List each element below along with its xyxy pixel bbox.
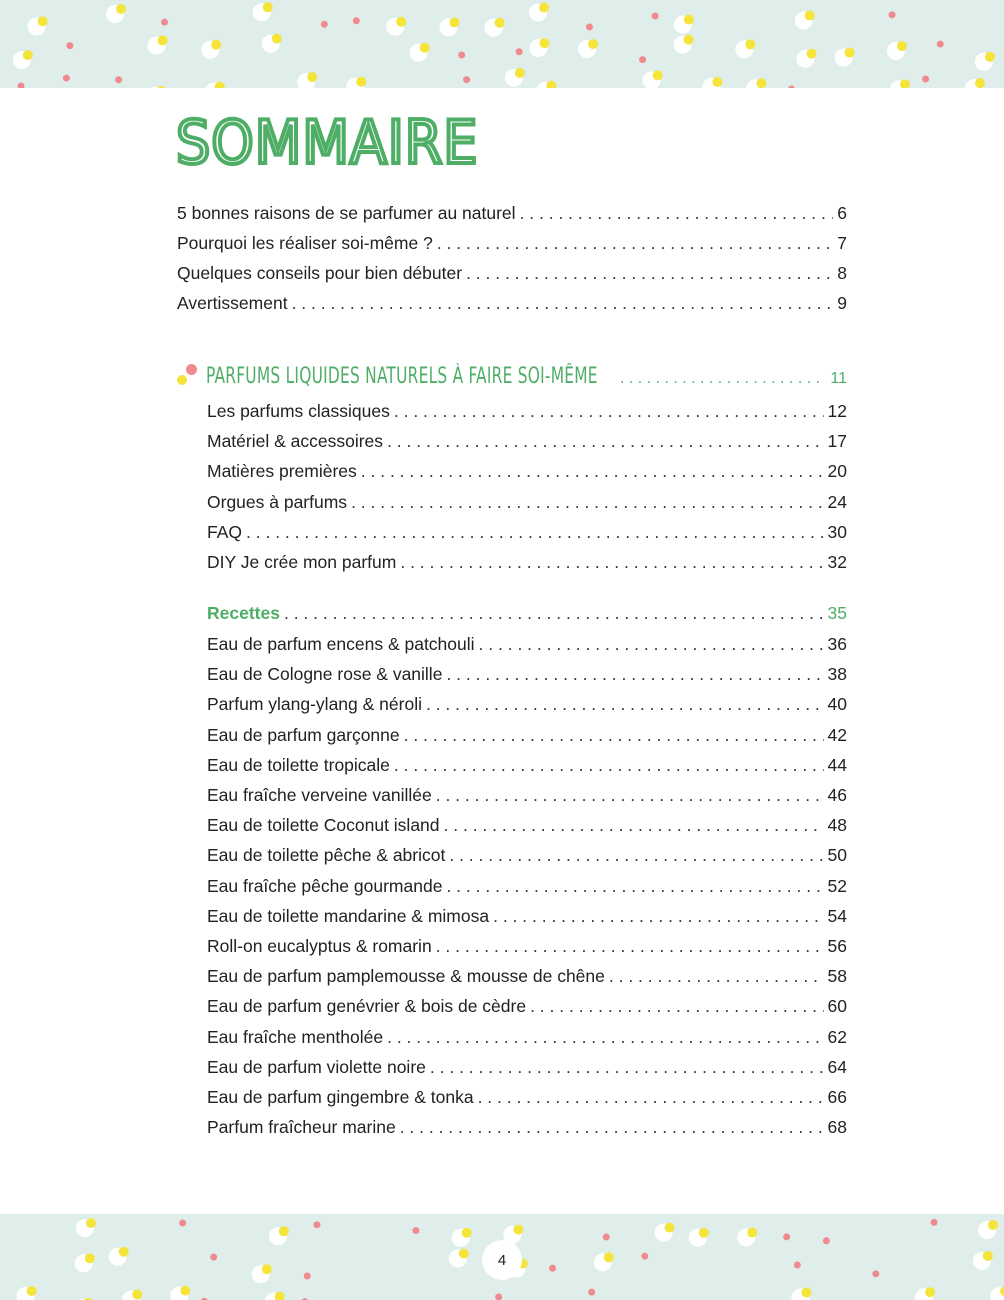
leader-dots bbox=[530, 995, 823, 1017]
recipe-entry[interactable] bbox=[207, 693, 847, 715]
decor-dot bbox=[801, 1288, 811, 1298]
decor-dot bbox=[900, 79, 910, 88]
dot-pattern-top bbox=[0, 0, 1004, 88]
decor-dot bbox=[845, 48, 855, 58]
decor-dot bbox=[794, 1262, 801, 1269]
decor-dot bbox=[156, 86, 166, 88]
decor-dot bbox=[897, 41, 907, 51]
decor-dot bbox=[639, 56, 646, 63]
decor-dot bbox=[462, 1228, 472, 1238]
decor-dot bbox=[215, 82, 225, 88]
entry-label: Les parfums classiques bbox=[207, 401, 390, 421]
decor-dot bbox=[86, 1218, 96, 1228]
entry-page: 50 bbox=[827, 845, 847, 866]
decor-dot bbox=[925, 1287, 935, 1297]
decor-dot bbox=[513, 1225, 523, 1235]
entry-page: 8 bbox=[837, 263, 847, 283]
decor-dot bbox=[807, 49, 817, 59]
recipe-entry[interactable] bbox=[207, 995, 847, 1017]
leader-dots bbox=[284, 602, 824, 624]
section-entry[interactable] bbox=[207, 400, 847, 422]
leader-dots bbox=[609, 965, 824, 987]
recipe-entry[interactable] bbox=[207, 1116, 847, 1138]
entry-page: 68 bbox=[827, 1117, 847, 1138]
entry-page: 17 bbox=[827, 431, 847, 452]
decor-dot bbox=[988, 1220, 998, 1230]
leader-dots bbox=[446, 663, 823, 685]
entry-label: Eau de toilette pêche & abricot bbox=[207, 845, 446, 866]
decor-dot bbox=[588, 1289, 595, 1296]
recettes-label: Recettes bbox=[207, 603, 280, 623]
leader-dots bbox=[520, 202, 834, 224]
entry-label: Eau de parfum encens & patchouli bbox=[207, 634, 475, 654]
decor-dot bbox=[699, 1228, 709, 1238]
decor-dot bbox=[115, 76, 122, 83]
decor-dot bbox=[180, 1286, 190, 1296]
recipe-entry[interactable] bbox=[207, 1086, 847, 1108]
dot-bullet-icon-small bbox=[177, 375, 187, 385]
intro-entry[interactable] bbox=[177, 262, 847, 284]
entry-label: Eau de parfum pamplemousse & mousse de chêne bbox=[207, 966, 605, 987]
decor-dot bbox=[27, 1286, 37, 1296]
entry-page: 52 bbox=[827, 875, 847, 896]
entry-label: Avertissement bbox=[177, 293, 288, 313]
leader-dots bbox=[394, 400, 824, 422]
recipe-entry[interactable] bbox=[207, 844, 847, 866]
leader-dots bbox=[444, 814, 824, 836]
leader-dots bbox=[449, 844, 823, 866]
entry-page: 36 bbox=[827, 634, 847, 654]
leader-dots bbox=[466, 262, 833, 284]
entry-page: 54 bbox=[827, 905, 847, 926]
decor-dot bbox=[684, 35, 694, 45]
entry-label: Eau fraîche pêche gourmande bbox=[207, 875, 443, 896]
entry-page: 6 bbox=[837, 203, 847, 223]
intro-entry[interactable] bbox=[177, 202, 847, 224]
decor-dot bbox=[745, 39, 755, 49]
leader-dots bbox=[437, 232, 833, 254]
decor-dot bbox=[66, 42, 73, 49]
decor-dot bbox=[119, 1247, 129, 1257]
entry-page: 32 bbox=[827, 552, 847, 572]
recettes-page: 35 bbox=[827, 603, 847, 623]
section-page: 11 bbox=[830, 370, 847, 387]
section-entry[interactable] bbox=[207, 491, 847, 513]
decor-dot bbox=[420, 43, 430, 53]
decor-dot bbox=[463, 76, 470, 83]
decor-dot bbox=[588, 39, 598, 49]
entry-page: 20 bbox=[827, 461, 847, 482]
section-entry[interactable] bbox=[207, 430, 847, 452]
decor-dot bbox=[515, 68, 525, 78]
decor-dot bbox=[872, 1270, 879, 1277]
decor-dot bbox=[586, 24, 593, 31]
top-dotted-band bbox=[0, 0, 1004, 88]
decor-dot bbox=[756, 78, 766, 88]
entry-label: Pourquoi les réaliser soi-même ? bbox=[177, 233, 433, 253]
section-title: PARFUMS LIQUIDES NATURELS À FAIRE SOI-MÊME bbox=[206, 364, 598, 389]
leader-dots bbox=[404, 724, 824, 746]
page-number: 4 bbox=[482, 1240, 522, 1280]
decor-dot bbox=[179, 1220, 186, 1227]
decor-dot bbox=[63, 75, 70, 82]
decor-dot bbox=[931, 1219, 938, 1226]
entry-label: Eau de toilette tropicale bbox=[207, 754, 390, 775]
recipe-entry[interactable] bbox=[207, 633, 847, 655]
recipe-entry[interactable] bbox=[207, 814, 847, 836]
entry-label: Eau de Cologne rose & vanille bbox=[207, 664, 443, 685]
decor-dot bbox=[263, 2, 273, 12]
entry-page: 58 bbox=[827, 966, 847, 987]
recipe-entry[interactable] bbox=[207, 1056, 847, 1078]
entry-page: 24 bbox=[827, 491, 847, 512]
leader-dots bbox=[387, 1026, 823, 1048]
decor-dot bbox=[18, 83, 25, 88]
decor-dot bbox=[516, 48, 523, 55]
recipe-entry[interactable] bbox=[207, 875, 847, 897]
decor-dot bbox=[23, 50, 33, 60]
decor-dot bbox=[132, 1290, 142, 1300]
decor-dot bbox=[922, 76, 929, 83]
decor-dot bbox=[459, 1249, 469, 1259]
entry-label: Eau de toilette Coconut island bbox=[207, 815, 440, 836]
decor-dot bbox=[396, 17, 406, 27]
entry-page: 38 bbox=[827, 664, 847, 685]
section-heading[interactable] bbox=[206, 364, 847, 389]
decor-dot bbox=[275, 1292, 285, 1300]
recipe-entry[interactable] bbox=[207, 724, 847, 746]
entry-page: 46 bbox=[827, 785, 847, 805]
decor-dot bbox=[307, 72, 317, 82]
decor-dot bbox=[783, 1233, 790, 1240]
intro-entry[interactable] bbox=[177, 232, 847, 254]
entry-page: 7 bbox=[837, 233, 847, 253]
entry-label: Matériel & accessoires bbox=[207, 431, 384, 452]
leader-dots bbox=[446, 875, 823, 897]
entry-page: 60 bbox=[827, 996, 847, 1017]
section-entry[interactable] bbox=[207, 521, 847, 543]
decor-dot bbox=[546, 81, 556, 88]
decor-dot bbox=[652, 13, 659, 20]
entry-label: DIY Je crée mon parfum bbox=[207, 552, 397, 572]
decor-dot bbox=[665, 1223, 675, 1233]
entry-label: Eau fraîche mentholée bbox=[207, 1026, 384, 1047]
decor-dot bbox=[161, 19, 168, 26]
leader-dots bbox=[479, 633, 824, 655]
decor-dot bbox=[262, 1264, 272, 1274]
entry-label: FAQ bbox=[207, 521, 243, 542]
decor-dot bbox=[937, 41, 944, 48]
leader-dots bbox=[361, 460, 824, 482]
decor-dot bbox=[975, 78, 985, 88]
decor-dot bbox=[321, 21, 328, 28]
decor-dot bbox=[604, 1252, 614, 1262]
entry-label: Quelques conseils pour bien débuter bbox=[177, 263, 463, 283]
entry-page: 40 bbox=[827, 694, 847, 715]
leader-dots bbox=[426, 693, 824, 715]
recipe-entry[interactable] bbox=[207, 905, 847, 927]
decor-dot bbox=[458, 51, 465, 58]
section-entry[interactable] bbox=[207, 551, 847, 573]
entry-label: Eau de parfum violette noire bbox=[207, 1056, 426, 1077]
recettes-heading[interactable] bbox=[207, 602, 847, 624]
entry-page: 42 bbox=[827, 724, 847, 745]
leader-dots bbox=[430, 1056, 824, 1078]
entry-label: Eau de toilette mandarine & mimosa bbox=[207, 905, 490, 926]
entry-page: 44 bbox=[827, 754, 847, 775]
decor-dot bbox=[158, 35, 168, 45]
decor-dot bbox=[38, 16, 48, 26]
decor-dot bbox=[412, 1227, 419, 1234]
decor-dot bbox=[983, 1251, 993, 1261]
leader-dots bbox=[394, 754, 824, 776]
leader-dots bbox=[436, 935, 824, 957]
recipe-entry[interactable] bbox=[207, 965, 847, 987]
leader-dots bbox=[292, 292, 834, 314]
decor-dot bbox=[712, 77, 722, 87]
leader-dots bbox=[246, 521, 824, 543]
entry-label: Eau de parfum genévrier & bois de cèdre bbox=[207, 996, 527, 1017]
entry-label: Parfum ylang-ylang & néroli bbox=[207, 694, 422, 715]
decor-dot bbox=[304, 1272, 311, 1279]
entry-label: Eau de parfum gingembre & tonka bbox=[207, 1087, 474, 1107]
decor-dot bbox=[85, 1253, 95, 1263]
leader-dots bbox=[436, 784, 824, 806]
leader-dots bbox=[620, 370, 826, 388]
leader-dots bbox=[400, 1116, 824, 1138]
recipe-entry[interactable] bbox=[207, 935, 847, 957]
decor-dot bbox=[805, 11, 815, 21]
entry-page: 66 bbox=[827, 1087, 847, 1107]
entry-label: 5 bonnes raisons de se parfumer au naturel bbox=[177, 203, 516, 223]
entry-page: 64 bbox=[827, 1056, 847, 1077]
decor-dot bbox=[211, 40, 221, 50]
decor-dot bbox=[985, 52, 995, 62]
leader-dots bbox=[351, 491, 823, 513]
entry-label: Eau fraîche verveine vanillée bbox=[207, 785, 432, 805]
recipe-entry[interactable] bbox=[207, 784, 847, 806]
decor-dot bbox=[788, 86, 795, 88]
leader-dots bbox=[493, 905, 823, 927]
recipe-entry[interactable] bbox=[207, 663, 847, 685]
entry-page: 9 bbox=[837, 293, 847, 313]
decor-dot bbox=[353, 17, 360, 24]
recipe-entry[interactable] bbox=[207, 1026, 847, 1048]
entry-page: 12 bbox=[827, 401, 847, 421]
decor-dot bbox=[495, 1293, 502, 1300]
intro-entry[interactable] bbox=[177, 292, 847, 314]
section-entry[interactable] bbox=[207, 460, 847, 482]
decor-dot bbox=[449, 17, 459, 27]
leader-dots bbox=[400, 551, 823, 573]
decor-dot bbox=[603, 1234, 610, 1241]
decor-dot bbox=[356, 77, 366, 87]
decor-dot bbox=[279, 1226, 289, 1236]
page-title: SOMMAIRE bbox=[176, 108, 479, 178]
decor-dot bbox=[653, 70, 663, 80]
decor-dot bbox=[823, 1237, 830, 1244]
entry-page: 56 bbox=[827, 936, 847, 956]
decor-dot bbox=[210, 1254, 217, 1261]
decor-dot bbox=[495, 18, 505, 28]
decor-dot bbox=[539, 38, 549, 48]
leader-dots bbox=[387, 430, 823, 452]
entry-page: 30 bbox=[827, 521, 847, 542]
recipe-entry[interactable] bbox=[207, 754, 847, 776]
decor-dot bbox=[641, 1253, 648, 1260]
entry-page: 62 bbox=[827, 1026, 847, 1047]
decor-dot bbox=[539, 3, 549, 13]
entry-label: Eau de parfum garçonne bbox=[207, 724, 400, 745]
decor-dot bbox=[684, 15, 694, 25]
decor-dot bbox=[747, 1228, 757, 1238]
decor-dot bbox=[272, 34, 282, 44]
decor-dot bbox=[313, 1221, 320, 1228]
decor-dot bbox=[889, 11, 896, 18]
dot-bullet-icon bbox=[186, 364, 197, 375]
decor-dot bbox=[116, 4, 126, 14]
entry-label: Matières premières bbox=[207, 461, 357, 482]
entry-label: Orgues à parfums bbox=[207, 491, 348, 512]
entry-label: Roll-on eucalyptus & romarin bbox=[207, 936, 432, 956]
entry-page: 48 bbox=[827, 815, 847, 836]
decor-dot bbox=[549, 1265, 556, 1272]
entry-label: Parfum fraîcheur marine bbox=[207, 1117, 396, 1138]
leader-dots bbox=[478, 1086, 824, 1108]
